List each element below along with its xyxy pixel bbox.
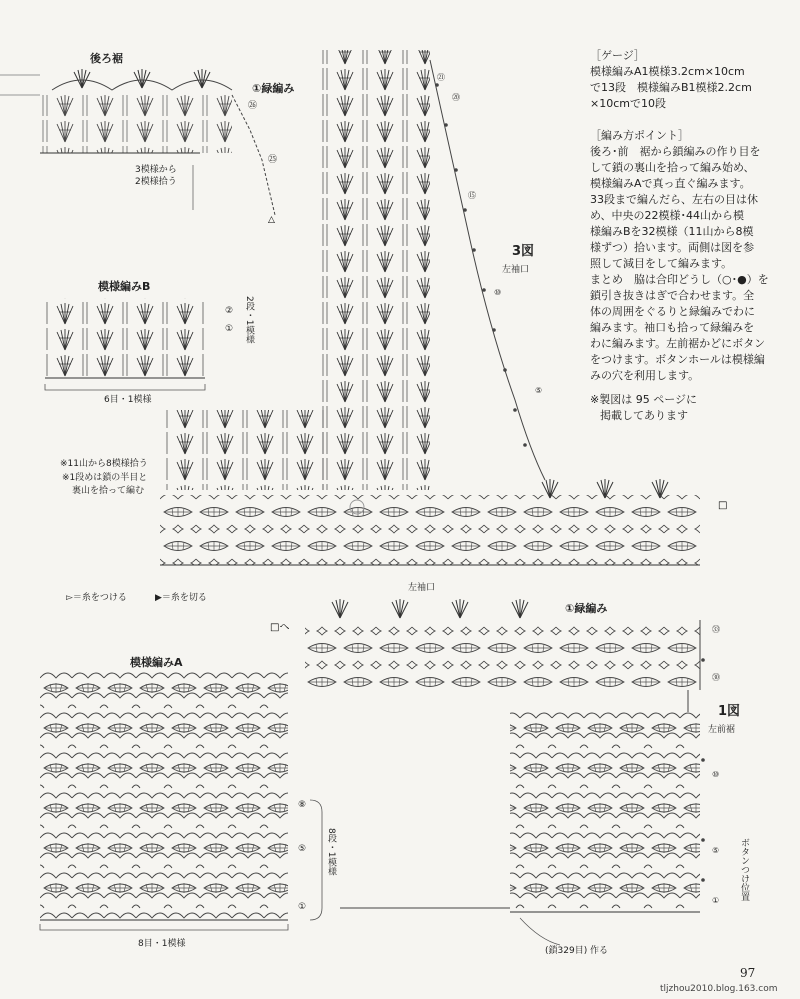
- fig3-note-2: ※1段めは鎖の半目と: [62, 473, 148, 483]
- back-hem-row-25: ㉕: [268, 155, 278, 165]
- pattern-a-chart: [40, 672, 322, 930]
- fig1-row-1: ①: [712, 896, 720, 905]
- pattern-b-chart: [45, 298, 205, 390]
- page-number: 97: [740, 966, 756, 980]
- footer-url: tljzhou2010.blog.163.com: [660, 984, 778, 994]
- pattern-a-row-5: ⑤: [298, 844, 307, 854]
- pattern-a-stitch-note: 8目・1模様: [138, 939, 186, 949]
- fig3-row-21: ㉑: [437, 73, 445, 82]
- points-line: 様ずつ）拾います。両側は図を参: [590, 241, 755, 254]
- points-line: わに編みます。左前裾かどにボタン: [590, 337, 766, 350]
- pattern-a-row-1: ①: [298, 902, 307, 912]
- pattern-a-row-8: ⑧: [298, 800, 307, 810]
- fig1-row-10: ⑩: [712, 770, 720, 779]
- points-line: して鎖の裏山を拾って編み始め、: [590, 161, 755, 174]
- pattern-b-repeat-note: 2段・1模様: [244, 296, 254, 344]
- fig3-row-20: ⑳: [452, 93, 460, 102]
- gauge-line-2: で13段 模様編みB1模様2.2cm: [590, 81, 752, 94]
- back-hem-pickup-note-2: 2模様拾う: [135, 177, 177, 187]
- points-line: 模様編みAで真っ直ぐ編みます。: [590, 177, 751, 190]
- points-line: をつけます。ボタンホールは模様編: [590, 353, 765, 366]
- fig1-row-5: ⑤: [712, 846, 720, 855]
- fig3-note-3: 裏山を拾って編む: [72, 486, 145, 496]
- gauge-line-1: 模様編みA1模様3.2cm×10cm: [590, 65, 745, 78]
- fig1-subtitle: 左前裾: [708, 725, 736, 735]
- pattern-a-repeat-note: 8段・1模様: [326, 828, 336, 876]
- points-section: [590, 128, 795, 424]
- fig1-row-33: ㉝: [712, 625, 720, 634]
- pattern-a-title: 模様編みA: [130, 656, 183, 669]
- pattern-b-stitch-note: 6目・1模様: [104, 395, 152, 405]
- fig3-row-10: ⑩: [494, 288, 502, 297]
- gauge-heading: ［ゲージ］: [590, 49, 645, 62]
- gauge-section: [590, 48, 790, 112]
- back-hem-pickup-note-1: 3模様から: [135, 165, 177, 175]
- fig1-row-30: ㉚: [712, 673, 720, 682]
- fig1-chain-note: (鎖329目) 作る: [545, 946, 609, 956]
- svg-text:□: □: [718, 500, 728, 511]
- svg-text:△: △: [268, 215, 275, 225]
- points-line: 照して減目をして編みます。: [590, 257, 733, 270]
- back-hem-chart: [40, 69, 278, 225]
- fig1-edging-label: ①緑編み: [565, 602, 608, 615]
- points-line: め、中央の22模様･44山から模: [590, 209, 745, 222]
- points-line: みの穴を利用します。: [590, 369, 700, 382]
- pattern-b-row-1: ①: [225, 324, 234, 334]
- points-line: 鎖引き抜きはぎで合わせます。全: [590, 289, 755, 302]
- legend-cut: ▶＝糸を切る: [155, 593, 207, 603]
- fig1-button-note: ボタンつけ位置: [739, 838, 749, 901]
- fig1-title: 1図: [718, 704, 741, 719]
- pattern-b-row-2: ②: [225, 306, 234, 316]
- svg-text:□へ: □へ: [270, 622, 290, 633]
- points-line: 編みます。袖口も拾って緑編みを: [590, 321, 755, 334]
- back-hem-row-26: ㉖: [248, 101, 258, 111]
- legend-attach: ▻＝糸をつける: [66, 593, 127, 603]
- back-hem-edging-label: ①緑編み: [252, 82, 295, 95]
- fig3-subtitle: 左袖口: [502, 265, 530, 275]
- points-heading: ［編み方ポイント］: [590, 129, 689, 142]
- points-ref-1: ※製図は 95 ページに: [590, 393, 697, 406]
- points-ref-2: 掲載してあります: [600, 409, 688, 422]
- fig3-row-5: ⑤: [535, 386, 543, 395]
- fig3-note-1: ※11山から8模様拾う: [60, 459, 148, 469]
- points-line: 体の周囲をぐるりと緑編みでわに: [590, 305, 755, 318]
- points-line: 様編みBを32模様（11山から8模: [590, 225, 754, 238]
- points-line: 後ろ･前 裾から鎖編みの作り目を: [590, 145, 761, 158]
- points-line: 33段まで編んだら、左右の目は休: [590, 193, 758, 206]
- fig3-title: 3図: [512, 244, 535, 259]
- fig1-sleeve-label: 左袖口: [408, 583, 436, 593]
- points-line: まとめ 脇は合印どうし（○･●）を: [590, 273, 769, 286]
- fig3-row-15: ⑮: [468, 191, 476, 200]
- gauge-line-3: ×10cmで10段: [590, 97, 666, 110]
- pattern-b-title: 模様編みB: [98, 280, 151, 293]
- back-hem-title: 後ろ裾: [90, 52, 123, 65]
